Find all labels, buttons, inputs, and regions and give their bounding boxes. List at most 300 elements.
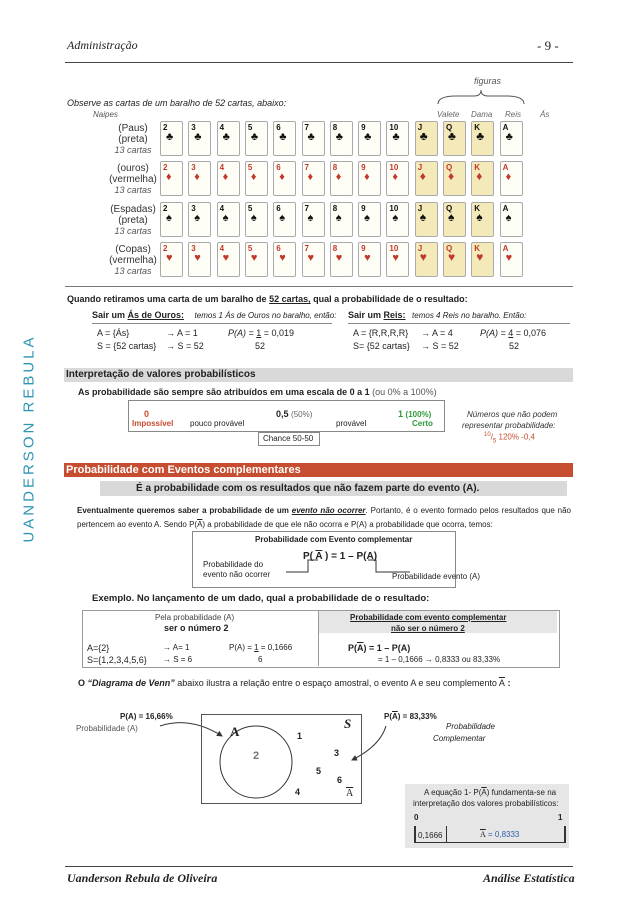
interp-sub-rest: (ou 0% a 100%) [369,387,437,397]
playing-card [188,242,211,277]
playing-card [415,202,438,237]
suit-name: (ouros) [117,163,149,174]
ex-ouros-l1a: A = {Ás} [97,328,130,338]
playing-card [245,121,268,156]
card-suit-icon: ♣ [392,131,400,143]
venn-num-1: 1 [297,731,303,741]
cards-intro: Observe as cartas de um baralho de 52 cartas, abaixo: [67,98,287,108]
card-rank: 7 [304,123,309,132]
scale-impossivel: Impossível [132,419,174,428]
card-rank: 3 [191,123,196,132]
card-rank: 2 [163,163,168,172]
left-pa: P(A) = [229,643,255,652]
card-rank: Q [446,244,453,253]
playing-card [415,161,438,196]
example-right-l1 [348,643,410,653]
ex-reis-l2b: → S = 52 [421,341,459,351]
card-suit-icon: ♦ [476,169,483,183]
playing-card [330,121,353,156]
right-a: $\overline{A}$ [357,643,364,653]
page-number: - 9 - [537,38,559,53]
example-left-l2a: S={1,2,3,4,5,6} [87,655,147,665]
right-pre: P( [348,643,357,653]
card-rank: 10 [389,163,399,172]
side-rest: 120% -0,4 [496,432,535,442]
card-suit-icon: ♥ [364,252,371,264]
card-suit-icon: ♦ [250,171,257,183]
playing-card [160,202,183,237]
example-left-l2b: → S = 6 [163,655,193,664]
example-left-l1c [229,643,292,652]
playing-card [500,202,523,237]
card-suit-icon: ♣ [448,129,456,143]
card-suit-icon: ♦ [307,171,314,183]
card-rank: 7 [304,163,309,172]
footer-left: Uanderson Rebula de Oliveira [67,871,218,885]
note-ac-a: $\overline{A}$ [480,830,486,839]
card-suit-icon: ♥ [279,252,286,264]
figuras-label: figuras [474,76,502,86]
right-post: ) = 1 – P(A) [363,643,411,653]
venn-num-5: 5 [316,766,322,776]
pac-post: ) = 83,33% [397,712,437,721]
venn-pa: P(A) = 16,66% [120,712,173,721]
ex-reis-title [348,310,526,320]
scale-certo: Certo [412,419,433,428]
card-suit-icon: ♠ [222,212,229,224]
card-rank: 4 [219,163,225,172]
card-rank: A [502,163,509,172]
ex-reis-num: 4 [508,328,514,338]
playing-card [302,242,325,277]
card-suit-icon: ♥ [335,252,343,264]
ex-reis-l1a: A = {R,R,R,R} [353,328,409,338]
card-rank: 3 [191,244,196,253]
card-rank: 8 [332,244,338,253]
ex-reis-title-pre: Sair um [348,310,384,320]
card-suit-icon: ♠ [166,212,172,224]
venn-a-circle [216,722,296,802]
card-rank: 6 [276,123,281,132]
playing-card [358,161,381,196]
card-rank: A [502,244,509,253]
venn-num-3: 3 [334,748,340,758]
playing-card [302,161,325,196]
suit-name: (Copas) [115,244,151,255]
card-suit-icon: ♥ [222,252,230,264]
card-suit-icon: ♠ [307,212,314,224]
playing-card [358,242,381,277]
footer-rule [65,866,573,867]
header-rule [65,62,573,63]
ex-reis-result: = 0,076 [513,328,547,338]
para-b2: . Portanto, é o evento formado pelos resultados que não pertencem ao evento A. Sendo P( [77,506,572,529]
playing-card [188,121,211,156]
side-note-2: representar probabilidade: [462,421,556,430]
ex-ouros-den: 52 [255,341,266,351]
suit-count: 13 cartas [114,266,152,276]
card-suit-icon: ♣ [505,131,513,143]
note1-a: $\overline{A}$ [481,788,487,797]
venn-intro-it: “Diagrama de Venn” [87,678,175,688]
card-suit-icon: ♣ [222,131,230,143]
scale-mid-pct: (50%) [291,410,313,419]
card-suit-icon: ♥ [505,252,513,264]
card-suit-icon: ♠ [419,210,427,224]
formula-a: $\overline{A}$ [315,551,323,562]
card-rank: J [417,123,423,132]
scale-zero: 0 [144,409,150,419]
venn-num-4: 4 [295,787,301,797]
playing-card [443,121,466,156]
suit-color: (vermelha) [109,255,157,266]
suit-count: 13 cartas [114,226,152,236]
playing-card [386,242,409,277]
pac-pre: P( [384,712,392,721]
card-rank: 7 [304,244,309,253]
card-rank: Q [446,123,453,132]
scale-one-value: 1 [398,409,404,419]
playing-card [245,202,268,237]
complement-lab-left-2 [203,570,270,579]
q1-underlined: 52 cartas, [269,294,311,304]
question-1 [67,294,468,304]
ex-reis-title-u: Reis: [383,310,406,320]
suit-color: (preta) [118,134,148,145]
card-suit-icon: ♥ [392,252,399,264]
ex-ouros-rule [92,323,332,324]
playing-card [330,202,353,237]
card-suit-icon: ♦ [364,171,370,183]
playing-card [358,202,381,237]
example-right-l2: = 1 – 0,1666 → 0,8333 ou 83,33% [378,655,501,664]
col-label-valete: Valete [437,110,460,119]
card-suit-icon: ♠ [250,212,257,224]
ex-ouros-l1c [228,328,294,338]
ex-ouros-title-pre: Sair um [92,310,128,320]
example-left-sub: ser o número 2 [164,623,229,633]
card-rank: 6 [276,244,281,253]
scale-one [398,409,431,419]
ex-reis-rule [348,323,570,324]
card-rank: 10 [389,123,399,132]
ex-reis-note: temos 4 Reis no baralho. Então: [412,311,527,320]
card-rank: K [474,123,481,132]
complement-band: Probabilidade com Eventos complementares [64,463,573,477]
venn-a-label: A [230,724,240,739]
playing-card [217,202,240,237]
ex-ouros-title-u: Ás de Ouros: [127,310,185,320]
playing-card [273,161,296,196]
complement-lab-left-1: Probabilidade do [203,560,264,569]
card-suit-icon: ♠ [194,212,201,224]
card-rank: 2 [163,123,168,132]
card-suit-icon: ♥ [307,252,315,264]
playing-card [302,121,325,156]
card-suit-icon: ♣ [335,131,344,143]
card-suit-icon: ♥ [250,252,258,264]
playing-card [386,202,409,237]
card-suit-icon: ♠ [279,212,286,224]
card-rank: 8 [332,163,338,172]
interp-band: Interpretação de valores probabilísticos [64,368,573,382]
card-rank: 7 [304,204,309,213]
card-suit-icon: ♦ [419,169,426,183]
card-suit-icon: ♣ [194,131,202,143]
card-rank: 6 [276,163,281,172]
playing-card [471,202,494,237]
card-suit-icon: ♣ [279,131,287,143]
venn-num-6: 6 [337,775,343,785]
example-left-l1a: A={2} [87,643,110,653]
card-suit-icon: ♦ [194,171,200,183]
note-scale-1: 1 [558,813,563,822]
suit-count: 13 cartas [114,145,152,155]
suit-name: (Espadas) [110,204,156,215]
card-suit-icon: ♣ [166,131,174,143]
note1-post: ) fundamenta-se na [486,788,557,797]
card-suit-icon: ♠ [392,212,399,224]
card-suit-icon: ♥ [476,250,484,264]
card-suit-icon: ♠ [448,210,455,224]
card-rank: 4 [219,244,225,253]
example-left-l1b: → A= 1 [163,643,190,652]
playing-card [330,242,353,277]
card-rank: 5 [247,163,253,172]
interp-sub [78,387,437,397]
naipes-label: Naipes [93,110,118,119]
card-suit-icon: ♠ [364,212,370,224]
ex-ouros-title [92,310,336,320]
card-rank: 5 [247,244,253,253]
example-right-sub: não ser o número 2 [391,624,465,633]
card-suit-icon: ♣ [250,131,259,143]
card-rank: 9 [361,204,366,213]
ex-reis-pa: P(A) = [480,328,509,338]
scale-provavel: provável [336,419,367,428]
playing-card [302,202,325,237]
card-rank: 5 [247,204,253,213]
playing-card [188,202,211,237]
playing-card [188,161,211,196]
playing-card [415,121,438,156]
card-suit-icon: ♥ [448,250,456,264]
card-rank: 4 [219,204,225,213]
venn-intro: O “Diagrama de Venn” abaixo ilustra a relação entre o espaço amostral, o evento A e seu complemento $\overline{A}$ : [78,678,511,688]
card-rank: J [417,163,423,172]
example-title: Exemplo. No lançamento de um dado, qual a probabilidade de o resultado: [92,593,430,604]
ex-reis-den: 52 [509,341,520,351]
card-rank: 8 [332,204,338,213]
venn-intro-post: abaixo ilustra a relação entre o espaço amostral, o evento A e seu complemento [174,678,499,688]
card-rank: 6 [276,204,281,213]
scale-one-pct: (100%) [405,410,432,419]
playing-card [160,242,183,277]
card-rank: A [502,204,509,213]
side-frac-num: 10 [484,432,491,438]
card-suit-icon: ♦ [279,171,285,183]
lab-left2-text: evento não ocorrer [203,570,271,579]
card-suit-icon: ♦ [448,169,455,183]
note-val-a: 0,1666 [418,831,443,840]
complement-lab-right: Probabilidade evento (A) [392,572,481,581]
venn-pac-label-1: Probabilidade [446,722,495,731]
card-rank: 5 [247,123,253,132]
interp-sub-bold: As probabilidade são sempre são atribuídos em uma escala de 0 a 1 [78,387,370,397]
playing-card [471,121,494,156]
ex-reis-l1c [480,328,546,338]
scale-mid-value: 0,5 [276,409,289,419]
note-tick [446,826,447,842]
scale-mid [276,409,312,419]
scale-chance: Chance 50-50 [263,434,314,443]
venn-pa-label: Probabilidade (A) [76,724,138,733]
card-rank: 8 [332,123,338,132]
card-suit-icon: ♥ [419,250,427,264]
card-suit-icon: ♣ [476,129,485,143]
ex-ouros-num: 1 [256,328,262,338]
playing-card [160,161,183,196]
playing-card [386,161,409,196]
q1-post: qual a probabilidade de o resultado: [310,294,468,304]
ex-ouros-pa: P(A) = [228,328,257,338]
card-suit-icon: ♠ [505,212,512,224]
ex-ouros-l1b: → A = 1 [166,328,198,338]
card-rank: Q [446,204,453,213]
complement-paragraph [77,504,571,532]
playing-card [245,242,268,277]
card-suit-icon: ♦ [166,171,172,183]
figuras-brace [436,88,526,106]
footer-right: Análise Estatística [483,871,575,885]
card-suit-icon: ♣ [307,131,315,143]
suit-count: 13 cartas [114,185,152,195]
formula-post: ) = 1 – P(A) [322,551,378,562]
venn-intro-pre: O [78,678,88,688]
pac-a: $\overline{A}$ [392,712,398,721]
playing-card [500,161,523,196]
playing-card [273,121,296,156]
para-u: evento não ocorrer [291,506,366,515]
card-rank: 3 [191,163,196,172]
example-left-head: Pela probabilidade (A) [155,613,235,622]
playing-card [160,121,183,156]
q1-pre: Quando retiramos uma carta de um baralho de [67,294,270,304]
playing-card [358,121,381,156]
venn-intro-a: $\overline{A}$ [498,678,505,688]
playing-card [273,242,296,277]
card-rank: A [502,123,509,132]
note-scale-0: 0 [414,813,419,822]
card-rank: 9 [361,244,366,253]
playing-card [443,242,466,277]
left-num: 1 [254,643,259,652]
card-suit-icon: ♦ [392,171,399,183]
card-rank: 3 [191,204,196,213]
para-a: $\overline{A}$ [197,520,203,529]
playing-card [471,242,494,277]
para-b3: ) a probabilidade de que ele não ocorra e P(A) a probabilidade que ocorra, temos: [202,520,493,529]
card-rank: 9 [361,123,366,132]
playing-card [471,161,494,196]
card-suit-icon: ♦ [335,171,342,183]
left-result: = 0,1666 [258,643,293,652]
complement-box-title: Probabilidade com Evento complementar [255,535,413,544]
note1-pre: A equação 1- P( [424,788,482,797]
playing-card [386,121,409,156]
col-label-dama: Dama [471,110,493,119]
card-suit-icon: ♦ [505,171,512,183]
note-line-1 [424,788,556,797]
venn-ac-label: $\overline{A}$ [346,788,354,799]
sidebar-author: UANDERSON REBULA [20,334,38,543]
ex-ouros-result: = 0,019 [261,328,295,338]
ex-reis-l1b: → A = 4 [421,328,453,338]
card-suit-icon: ♠ [476,210,483,224]
card-rank: 10 [389,244,399,253]
header-left: Administração [67,38,138,52]
para-b1: Eventualmente queremos saber a probabilidade de um [77,506,292,515]
col-label-as: Ás [540,110,550,119]
card-suit-icon: ♦ [222,171,229,183]
scale-pouco: pouco provável [190,419,245,428]
card-suit-icon: ♥ [166,252,173,264]
card-rank: J [417,244,423,253]
ex-reis-l2a: S= {52 cartas} [353,341,410,351]
card-rank: 2 [163,244,168,253]
example-left-den: 6 [258,655,263,664]
venn-s-label: S [344,716,352,731]
example-right-head: Probabilidade com evento complementar [350,613,507,622]
complement-definition: É a probabilidade com os resultados que não fazem parte do evento (A). [100,481,567,496]
suit-color: (preta) [118,215,148,226]
playing-card [273,202,296,237]
ex-ouros-note: temos 1 Ás de Ouros no baralho, então: [194,311,337,320]
col-label-reis: Reis [505,110,522,119]
card-suit-icon: ♣ [419,129,428,143]
card-rank: J [417,204,423,213]
card-rank: K [474,244,481,253]
card-suit-icon: ♣ [364,131,372,143]
card-rank: K [474,163,481,172]
ex-ouros-l2a: S = {52 cartas} [97,341,157,351]
side-note-3: $^{10}/_5$ 120% -0,4 [484,432,535,445]
side-frac-den: 5 [492,438,497,445]
card-rank: K [474,204,481,213]
suit-color: (vermelha) [109,174,157,185]
playing-card [500,121,523,156]
venn-pac-label-2: Complementar [433,734,486,743]
card-rank: 10 [389,204,399,213]
formula-pre: P( [303,551,316,562]
card-rank: Q [446,163,453,172]
note-ac-value: = 0,8333 [488,830,520,839]
playing-card [217,161,240,196]
side-note-1: Números que não podem [467,410,558,419]
playing-card [500,242,523,277]
playing-card [245,161,268,196]
note-val-ac [480,830,519,839]
card-rank: 9 [361,163,366,172]
cards-rule [65,286,573,287]
playing-card [415,242,438,277]
card-suit-icon: ♠ [335,212,342,224]
card-suit-icon: ♥ [194,252,201,264]
card-rank: 2 [163,204,168,213]
suit-name: (Paus) [118,123,148,134]
playing-card [443,202,466,237]
playing-card [217,242,240,277]
